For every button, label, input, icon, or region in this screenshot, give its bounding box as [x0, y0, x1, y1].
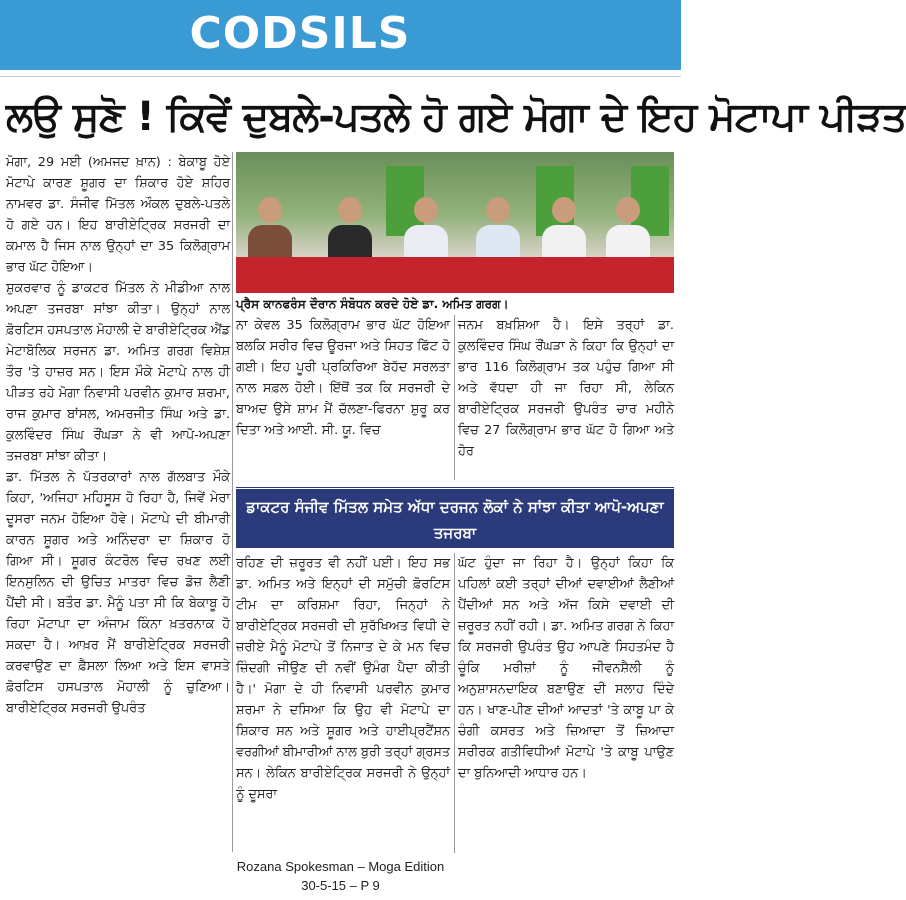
banner-title: CODSILS — [189, 8, 411, 59]
article-paragraph: ਮੋਗਾ, 29 ਮਈ (ਅਮਜਦ ਖ਼ਾਨ) : ਬੇਕਾਬੂ ਹੋਏ ਮੋਟਾਪੇ ਕਾਰਣ ਸ਼ੂਗਰ ਦਾ ਸ਼ਿਕਾਰ ਹੋਏ ਸ਼ਹਿਰ ਨਾਮਵਰ ਡਾ. ਸੰਜੀਵ ਮਿੱਤਲ ਔਕਲ ਦੁਬਲੇ-ਪਤਲੇ ਹੋ ਗਏ ਹਨ। ਇਹ ਬਾਰੀਏਟ੍ਰਿਕ ਸਰਜਰੀ ਦਾ ਕਮਾਲ ਹੈ ਜਿਸ ਨਾਲ ਉਨ੍ਹਾਂ ਦਾ 35 ਕਿਲੋਗ੍ਰਾਮ ਭਾਰ ਘੱਟ ਹੋਇਆ। — [6, 155, 230, 275]
article-column-3-top: ਜਨਮ ਬਖ਼ਸ਼ਿਆ ਹੈ। ਇਸੇ ਤਰ੍ਹਾਂ ਡਾ. ਕੁਲਵਿੰਦਰ ਸਿੰਘ ਰੌਂਘੜਾ ਨੇ ਕਿਹਾ ਕਿ ਉਨ੍ਹਾਂ ਦਾ ਭਾਰ 116 ਕਿਲੋਗ੍ਰਾਮ ਤਕ ਪਹੁੰਚ ਗਿਆ ਸੀ ਅਤੇ ਵੱਧਦਾ ਹੀ ਜਾ ਰਿਹਾ ਸੀ, ਲੇਕਿਨ ਬਾਰੀਏਟ੍ਰਿਕ ਸਰਜਰੀ ਉਪਰੰਤ ਚਾਰ ਮਹੀਨੇ ਵਿਚ 27 ਕਿਲੋਗ੍ਰਾਮ ਭਾਰ ਘੱਟ ਹੋ ਗਿਆ ਅਤੇ ਹੋਰ — [458, 318, 674, 459]
edition-date-page: 30-5-15 – P 9 — [301, 878, 380, 893]
article-column-3-bottom: ਘੱਟ ਹੁੰਦਾ ਜਾ ਰਿਹਾ ਹੈ। ਉਨ੍ਹਾਂ ਕਿਹਾ ਕਿ ਪਹਿਲਾਂ ਕਈ ਤਰ੍ਹਾਂ ਦੀਆਂ ਦਵਾਈਆਂ ਲੈਣੀਆਂ ਪੈਂਦੀਆਂ ਸਨ ਅਤੇ ਅੱਜ ਕਿਸੇ ਦਵਾਈ ਦੀ ਜ਼ਰੂਰਤ ਨਹੀਂ ਰਹੀ। ਡਾ. ਅਮਿਤ ਗਰਗ ਨੇ ਕਿਹਾ ਕਿ ਸਰਜਰੀ ਉਪਰੰਤ ਉਹ ਆਪਣੇ ਸਿਹਤਮੰਦ ਹੈ ਚੂੰਕਿ ਮਰੀਜ਼ਾਂ ਨੂੰ ਜੀਵਨਸ਼ੈਲੀ ਨੂੰ ਅਨੁਸ਼ਾਸਨਦਾਇਕ ਬਣਾਉਣ ਦੀ ਸਲਾਹ ਦਿੰਦੇ ਹਨ। ਖਾਣ-ਪੀਣ ਦੀਆਂ ਆਦਤਾਂ 'ਤੇ ਕਾਬੂ ਪਾ ਕੇ ਚੰਗੀ ਕਸਰਤ ਅਤੇ ਜ਼ਿਆਦਾ ਤੋਂ ਜ਼ਿਆਦਾ ਸਰੀਰਕ ਗਤੀਵਿਧੀਆਂ ਮੋਟਾਪੇ 'ਤੇ ਕਾਬੂ ਪਾਉਣ ਦਾ ਬੁਨਿਆਦੀ ਆਧਾਰ ਹਨ। — [458, 556, 674, 781]
header-banner — [0, 0, 681, 70]
article-paragraph: ਸ਼ੁਕਰਵਾਰ ਨੂੰ ਡਾਕਟਰ ਮਿੱਤਲ ਨੇ ਮੀਡੀਆ ਨਾਲ ਅਪਣਾ ਤਜਰਬਾ ਸਾਂਝਾ ਕੀਤਾ। ਉਨ੍ਹਾਂ ਨਾਲ ਫ਼ੋਰਟਿਸ ਹਸਪਤਾਲ ਮੋਹਾਲੀ ਦੇ ਬਾਰੀਏਟ੍ਰਿਕ ਐਂਡ ਮੇਟਾਬੋਲਿਕ ਸਰਜਨ ਡਾ. ਅਮਿਤ ਗਰਗ ਵਿਸ਼ੇਸ਼ ਤੌਰ 'ਤੇ ਹਾਜ਼ਰ ਸਨ। ਇਸ ਮੌਕੇ ਮੋਟਾਪੇ ਨਾਲ ਹੀ ਪੀੜਤ ਰਹੇ ਮੋਗਾ ਨਿਵਾਸੀ ਪਰਵੀਨ ਕੁਮਾਰ ਸ਼ਰਮਾ, ਰਾਜ ਕੁਮਾਰ ਬਾਂਸਲ, ਅਮਰਜੀਤ ਸਿੰਘ ਅਤੇ ਡਾ. ਕੁਲਵਿੰਦਰ ਸਿੰਘ ਰੌਂਘੜਾ ਨੇ ਵੀ ਆਪੋ-ਅਪਣਾ ਤਜਰਬਾ ਸਾਂਝਾ ਕੀਤਾ। — [6, 281, 230, 464]
article-column-2-bottom: ਰਹਿਣ ਦੀ ਜ਼ਰੂਰਤ ਵੀ ਨਹੀਂ ਪਈ। ਇਹ ਸਭ ਡਾ. ਅਮਿਤ ਅਤੇ ਇਨ੍ਹਾਂ ਦੀ ਸਮੁੱਚੀ ਫ਼ੋਰਟਿਸ ਟੀਮ ਦਾ ਕਰਿਸ਼ਮਾ ਰਿਹਾ, ਜਿਨ੍ਹਾਂ ਨੇ ਬਾਰੀਏਟ੍ਰਿਕ ਸਰਜਰੀ ਦੀ ਸੁਰੱਖਿਅਤ ਵਿਧੀ ਦੇ ਜ਼ਰੀਏ ਮੈਨੂੰ ਮੋਟਾਪੇ ਤੋਂ ਨਿਜਾਤ ਦੇ ਕੇ ਮਨ ਵਿਚ ਜ਼ਿੰਦਗੀ ਜੀਉਣ ਦੀ ਨਵੀਂ ਉਮੰਗ ਪੈਦਾ ਕੀਤੀ ਹੈ।' ਮੋਗਾ ਦੇ ਹੀ ਨਿਵਾਸੀ ਪਰਵੀਨ ਕੁਮਾਰ ਸ਼ਰਮਾ ਨੇ ਦਸਿਆ ਕਿ ਉਹ ਵੀ ਮੋਟਾਪੇ ਦਾ ਸ਼ਿਕਾਰ ਸਨ ਅਤੇ ਸ਼ੂਗਰ ਅਤੇ ਹਾਈਪ੍ਰਟੈਂਸ਼ਨ ਵਰਗੀਆਂ ਬੀਮਾਰੀਆਂ ਨਾਲ ਬੁਰੀ ਤਰ੍ਹਾਂ ਗ੍ਰਸਤ ਸਨ। ਲੇਕਿਨ ਬਾਰੀਏਟ੍ਰਿਕ ਸਰਜਰੀ ਨੇ ਉਨ੍ਹਾਂ ਨੂੰ ਦੂਸਰਾ — [236, 556, 450, 802]
article-headline: ਲਉ ਸੁਣੋ ! ਕਿਵੇਂ ਦੁਬਲੇ-ਪਤਲੇ ਹੋ ਗਏ ਮੋਗਾ ਦੇ ਇਹ ਮੋਟਾਪਾ ਪੀੜਤ — [6, 94, 906, 140]
conference-table — [236, 257, 674, 293]
article-paragraph: ਡਾ. ਮਿੱਤਲ ਨੇ ਪੱਤਰਕਾਰਾਂ ਨਾਲ ਗੱਲਬਾਤ ਮੌਕੇ ਕਿਹਾ, 'ਅਜਿਹਾ ਮਹਿਸੂਸ ਹੋ ਰਿਹਾ ਹੈ, ਜਿਵੇਂ ਮੇਰਾ ਦੂਸਰਾ ਜਨਮ ਹੋਇਆ ਹੋਵੇ। ਮੋਟਾਪੇ ਦੀ ਬੀਮਾਰੀ ਕਾਰਨ ਸ਼ੂਗਰ ਅਤੇ ਅਨਿੰਦਰਾ ਦਾ ਸ਼ਿਕਾਰ ਹੋ ਗਿਆ ਸੀ। ਸ਼ੂਗਰ ਕੰਟਰੋਲ ਵਿਚ ਰਖਣ ਲਈ ਇਨਸੁਲਿਨ ਦੀ ਉਚਿਤ ਮਾਤਰਾ ਵਿਚ ਡੋਜ਼ ਲੈਣੀ ਪੈਂਦੀ ਸੀ। ਬਤੌਰ ਡਾ. ਮੈਨੂੰ ਪਤਾ ਸੀ ਕਿ ਬੇਕਾਬੂ ਹੋ ਰਿਹਾ ਮੋਟਾਪਾ ਦਾ ਅੰਜਾਮ ਕਿੰਨਾ ਖ਼ਤਰਨਾਕ ਹੋ ਸਕਦਾ ਹੈ। ਆਖ਼ਰ ਮੈਂ ਬਾਰੀਏਟ੍ਰਿਕ ਸਰਜਰੀ ਕਰਵਾਉਣ ਦਾ ਫ਼ੈਸਲਾ ਲਿਆ ਅਤੇ ਇਸ ਵਾਸਤੇ ਫ਼ੋਰਟਿਸ ਹਸਪਤਾਲ ਮੋਹਾਲੀ ਨੂੰ ਚੁਣਿਆ। ਬਾਰੀਏਟ੍ਰਿਕ ਸਰਜਰੀ ਉਪਰੰਤ — [6, 470, 230, 716]
article-subheadline: ਡਾਕਟਰ ਸੰਜੀਵ ਮਿੱਤਲ ਸਮੇਤ ਅੱਧਾ ਦਰਜਨ ਲੋਕਾਂ ਨੇ ਸਾਂਝਾ ਕੀਤਾ ਆਪੋ-ਅਪਣਾ ਤਜਰਬਾ — [236, 486, 674, 548]
column-divider — [232, 152, 233, 852]
article-column-1 — [6, 152, 230, 852]
photo-caption: ਪ੍ਰੈਸ ਕਾਨਫਰੰਸ ਦੌਰਾਨ ਸੰਬੋਧਨ ਕਰਦੇ ਹੋਏ ਡਾ. ਅਮਿਤ ਗਰਗ। — [236, 297, 509, 311]
column-divider — [454, 315, 455, 480]
column-divider — [454, 553, 455, 853]
press-conference-photo — [236, 152, 674, 293]
source-credit: Rozana Spokesman – Moga Edition — [236, 859, 445, 874]
article-column-2-top: ਨਾ ਕੇਵਲ 35 ਕਿਲੋਗ੍ਰਾਮ ਭਾਰ ਘੱਟ ਹੋਇਆ ਬਲਕਿ ਸਰੀਰ ਵਿਚ ਊਰਜਾ ਅਤੇ ਸਿਹਤ ਫਿੱਟ ਹੋ ਗਈ। ਇਹ ਪੂਰੀ ਪ੍ਰਕਿਰਿਆ ਬੇਹੱਦ ਸਰਲਤਾ ਨਾਲ ਸਫ਼ਲ ਹੋਈ। ਇੱਥੋਂ ਤਕ ਕਿ ਸਰਜਰੀ ਦੇ ਬਾਅਦ ਉਸੇ ਸ਼ਾਮ ਮੈਂ ਚੱਲਣਾ-ਫਿਰਨਾ ਸ਼ੁਰੂ ਕਰ ਦਿਤਾ ਅਤੇ ਆਈ. ਸੀ. ਯੂ. ਵਿਚ — [236, 318, 450, 438]
